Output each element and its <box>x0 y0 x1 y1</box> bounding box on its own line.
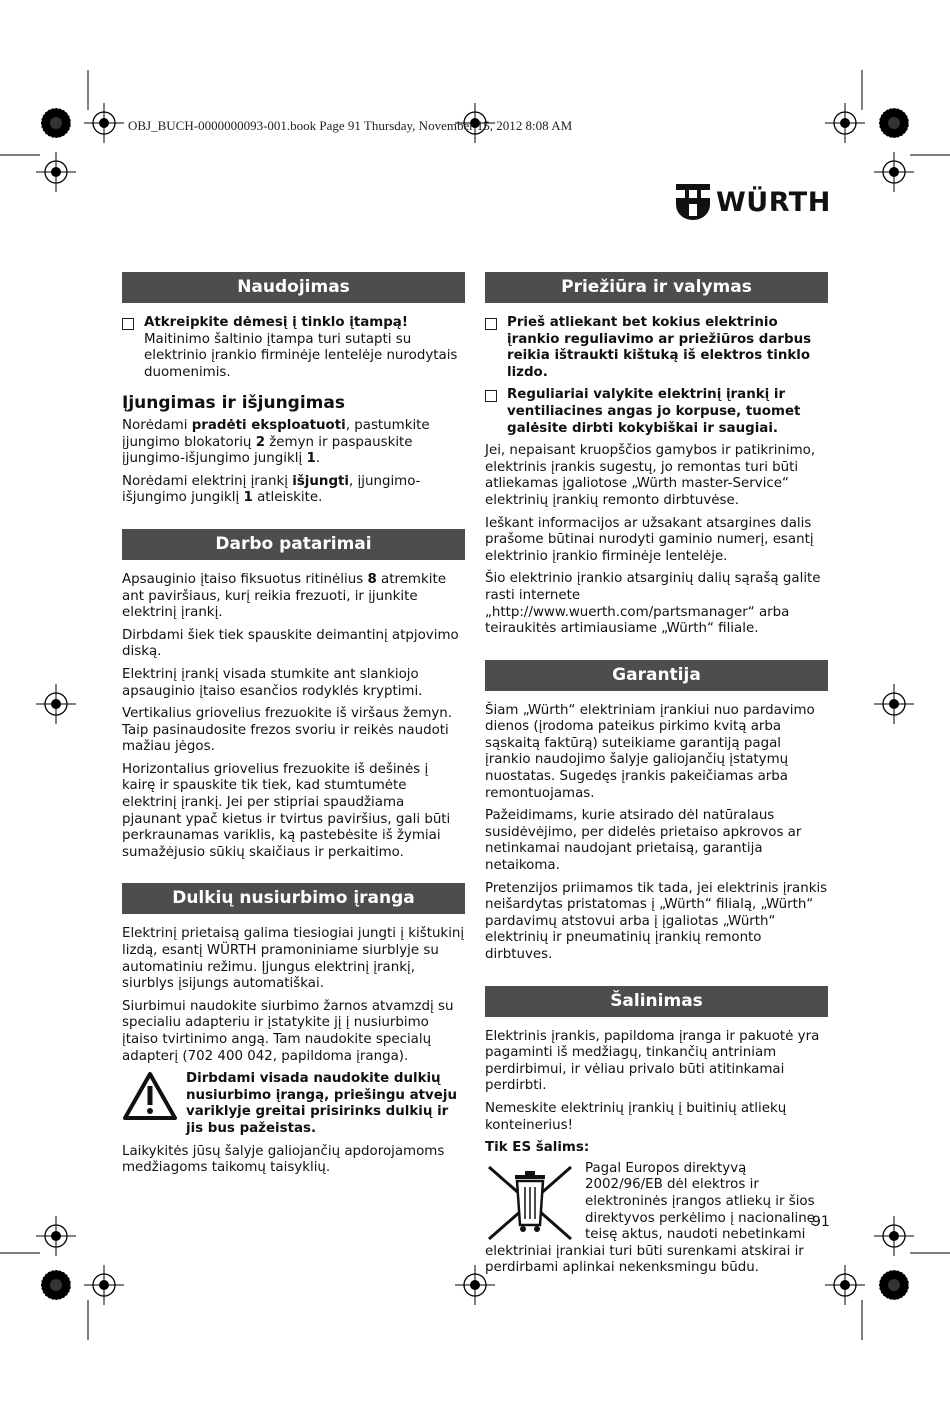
checkbox-icon <box>485 390 497 402</box>
paragraph: Laikykitės jūsų šalyje galiojančių apdorojamoms medžiagoms taikomų taisyklių. <box>122 1143 445 1176</box>
section-heading-dulkiu: Dulkių nusiurbimo įranga <box>122 883 465 914</box>
right-column <box>485 272 828 1283</box>
left-column <box>122 272 465 1183</box>
logo-text: WÜRTH <box>716 186 831 218</box>
body-text: Maitinimo šaltinio įtampa turi sutapti su elektrinio įrankio firminėje lentelėje nurodytais duomenimis. <box>144 331 458 380</box>
paragraph: Ieškant informacijos ar užsakant atsargines dalis prašome būtinai nurodyti gaminio numerį, esantį elektrinio įrankio firminėje lentelėje. <box>485 515 814 564</box>
file-header: OBJ_BUCH-0000000093-001.book Page 91 Thursday, November 15, 2012 8:08 AM <box>128 118 573 133</box>
paragraph: Elektrinis įrankis, papildoma įranga ir pakuotė yra pagaminti iš medžiagų, tinkančių antriniam perdirbimui, ir vėliau privalo būti atitinkamai perdirbti. <box>485 1028 820 1094</box>
paragraph: Norėdami pradėti eksploatuoti, pastumkite įjungimo blokatorių 2 žemyn ir paspauskite įjungimo-išjungimo jungiklį 1. <box>122 417 430 467</box>
paragraph: Horizontalius griovelius frezuokite iš dešinės į kairę ir spauskite tik tiek, kad stumtumėte elektrinį įrankį. Jei per stipriai spaudžiama pjaunant ypač kietus ir tvirtus paviršius, gali būti perkraunamas variklis, ką pastebėsite iš žymiai sumažėjusio sūkių skaičiaus ir perkaitimo. <box>122 761 451 860</box>
es-heading: Tik ES šalims: <box>485 1140 590 1156</box>
subheading-ijungimas: Įjungimas ir išjungimas <box>122 393 345 414</box>
paragraph: Pagal Europos direktyvą 2002/96/EB dėl elektros ir elektroninės įrangos atliekų ir šios direktyvos perkėlimo į nacionalinę teisę aktus, naudoti nebetinkami elektriniai įrankiai turi būti surenkami atskirai ir perdirbami aplinkai nekenksmingu būdu. <box>485 1160 815 1276</box>
paragraph: Norėdami elektrinį įrankį išjungti, įjungimo-išjungimo jungiklį 1 atleiskite. <box>122 473 421 506</box>
page-number: 91 <box>812 1214 830 1230</box>
section-heading-salinimas: Šalinimas <box>485 986 828 1017</box>
paragraph: Pretenzijos priimamos tik tada, jei elektrinis įrankis neišardytas pristatomas į „Würth“ filialą, „Würth“ pardavimų atstovui arba į įgaliotas „Würth“ elektrinių ir pneumatinių įrankių remonto dirbtuves. <box>485 880 828 962</box>
wurth-logo <box>676 183 831 221</box>
crossed-bin-icon <box>485 1163 575 1243</box>
checklist-item <box>485 387 828 437</box>
weee-block <box>485 1161 828 1277</box>
paragraph: Elektrinį prietaisą galima tiesiogiai jungti į kištukinį lizdą, esantį WÜRTH pramoniniame siurblyje su automatiniu režimu. Įjungus elektrinį įrankį, siurblys įsijungs automatiškai. <box>122 926 465 992</box>
section-heading-naudojimas: Naudojimas <box>122 272 465 303</box>
paragraph: Dirbdami šiek tiek spauskite deimantinį atpjovimo diską. <box>122 627 459 660</box>
paragraph: Elektrinį įrankį visada stumkite ant slankiojo apsauginio įtaiso esančios rodyklės kryptimi. <box>122 666 423 699</box>
section-heading-darbo-patarimai: Darbo patarimai <box>122 529 465 560</box>
paragraph: Šio elektrinio įrankio atsarginių dalių sąrašą galite rasti internete „http://www.wuerth.com/partsmanager“ arba teiraukitės artimiausiame „Würth“ filiale. <box>485 571 821 637</box>
warning-text: Dirbdami visada naudokite dulkių nusiurbimo įrangą, priešingu atveju variklyje greitai prisirinks dulkių ir jis bus pažeistas. <box>186 1071 457 1136</box>
checkbox-icon <box>485 318 497 330</box>
paragraph: Vertikalius griovelius frezuokite iš viršaus žemyn. Taip pasinaudosite frezos svoriu ir reikės naudoti mažiau jėgos. <box>122 706 453 755</box>
paragraph: Jei, nepaisant kruopščios gamybos ir patikrinimo, elektrinis įrankis sugestų, jo remontas turi būti atliekamas įgaliotose „Würth master-Service“ elektrinių įrankių remonto dirbtuvėse. <box>485 443 816 508</box>
bold-text: Atkreipkite dėmesį į tinklo įtampą! <box>144 315 408 330</box>
checklist-item <box>122 315 465 381</box>
section-heading-prieziura: Priežiūra ir valymas <box>485 272 828 303</box>
checklist-item <box>485 315 828 381</box>
paragraph: Nemeskite elektrinių įrankių į buitinių atliekų konteinerius! <box>485 1100 787 1133</box>
paragraph: Pažeidimams, kurie atsirado dėl natūralaus susidėvėjimo, per didelės prietaiso apkrovos ar netinkamai naudojant prietaisą, garantija netaikoma. <box>485 808 802 874</box>
section-heading-garantija: Garantija <box>485 660 828 691</box>
bold-text: Reguliariai valykite elektrinį įrankį ir ventiliacines angas jo korpuse, tuomet galėsite dirbti kokybiškai ir saugiai. <box>507 387 801 436</box>
warning-block <box>122 1071 465 1137</box>
paragraph: Šiam „Würth“ elektriniam įrankiui nuo pardavimo dienos (įrodoma pateikus pirkimo kvitą arba sąskaitą faktūrą) suteikiame garantiją pagal įrankio naudojimo šalyje galiojančių įstatymų nuostatas. Sugedęs įrankis pakeičiamas arba remontuojamas. <box>485 702 815 801</box>
paragraph: Apsauginio įtaiso fiksuotus ritinėlius 8 atremkite ant paviršiaus, kurį reikia frezuoti, ir įjunkite elektrinį įrankį. <box>122 571 446 621</box>
checkbox-icon <box>122 318 134 330</box>
bold-text: Prieš atliekant bet kokius elektrinio įrankio reguliavimo ar priežiūros darbus reikia ištraukti kištuką iš elektros tinklo lizdo. <box>507 315 812 380</box>
paragraph: Siurbimui naudokite siurbimo žarnos atvamzdį su specialiu adapteriu ir įstatykite jį į nusiurbimo įtaiso tvirtinimo angą. Tam naudokite specialų adapterį (702 400 042, papildoma įranga). <box>122 998 454 1064</box>
wurth-emblem-icon <box>676 184 710 220</box>
warning-triangle-icon <box>122 1071 178 1121</box>
